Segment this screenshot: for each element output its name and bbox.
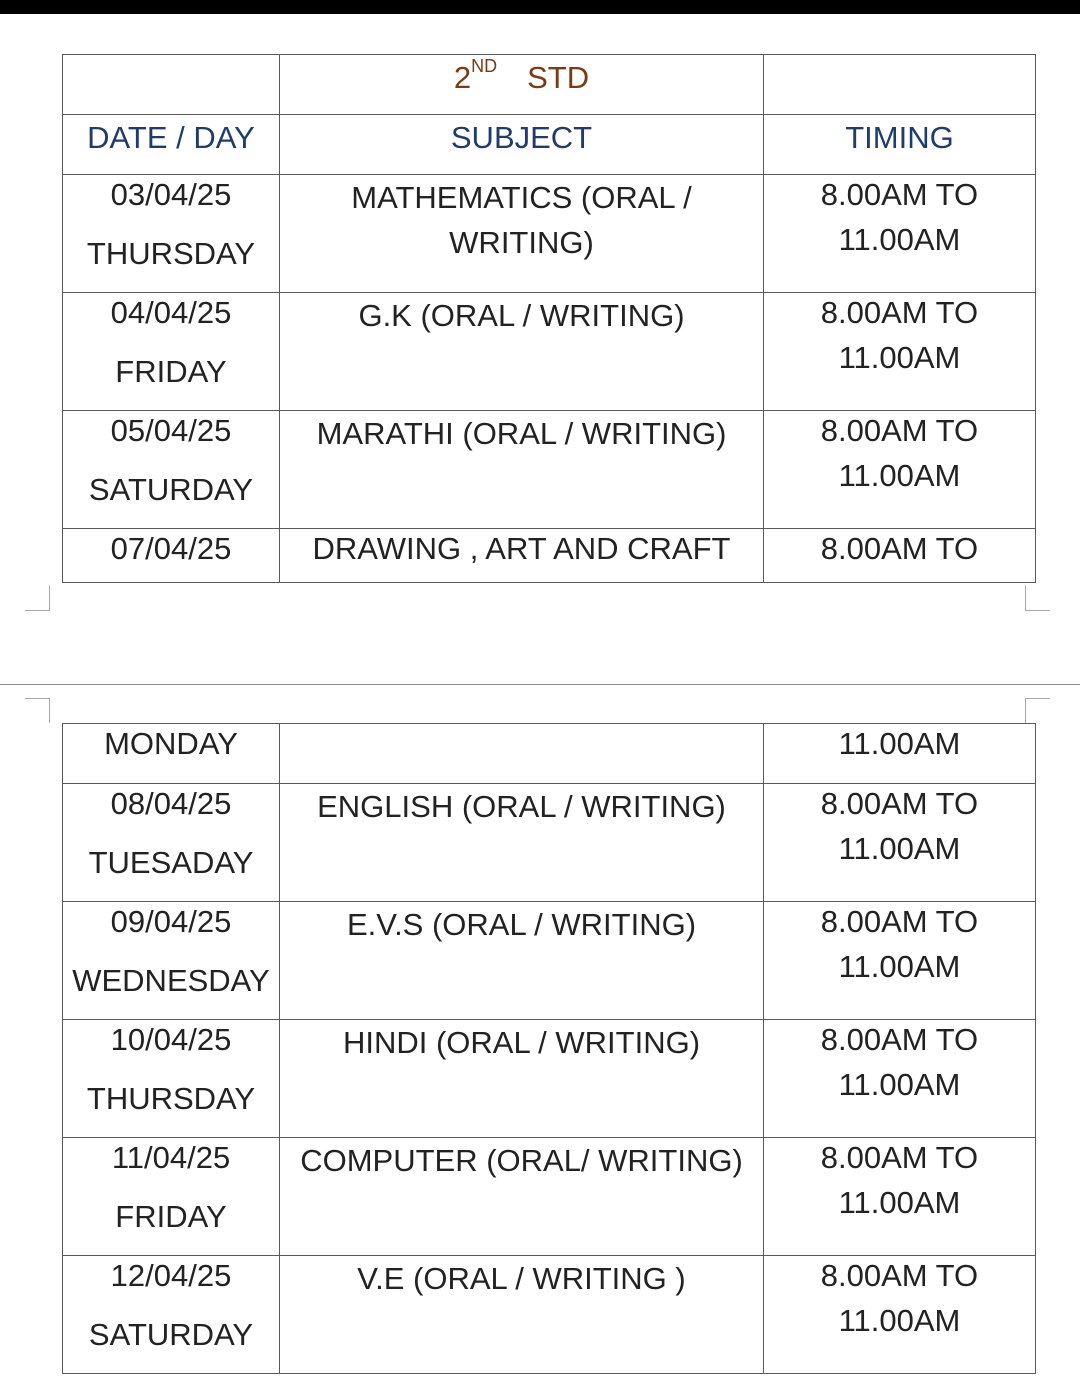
page-corner-mark: [25, 698, 50, 723]
subject: MATHEMATICS (ORAL / WRITING): [351, 180, 692, 260]
table-row: [63, 902, 1036, 1020]
date-cell: [63, 529, 280, 583]
table-row: [63, 1138, 1036, 1256]
date-cell: [63, 902, 280, 1020]
timing-cell: [764, 1020, 1036, 1138]
day: WEDNESDAY: [72, 963, 270, 998]
subject-cell: [280, 724, 764, 784]
timing-cell: [764, 902, 1036, 1020]
time-to: 11.00AM: [838, 340, 961, 375]
time-from: 8.00AM TO: [820, 1022, 979, 1057]
date-cell: [63, 411, 280, 529]
date-cell: [63, 293, 280, 411]
time-to: 11.00AM: [838, 222, 961, 257]
subject: E.V.S (ORAL / WRITING): [346, 907, 697, 942]
subject-cell: [280, 293, 764, 411]
table-row: [63, 529, 1036, 583]
title-superscript: ND: [471, 56, 498, 76]
time-to: 11.00AM: [838, 726, 961, 761]
page-corner-mark: [25, 586, 50, 611]
date: 03/04/25: [110, 177, 232, 212]
date: 12/04/25: [110, 1258, 232, 1293]
timing-cell: [764, 1138, 1036, 1256]
subject: G.K (ORAL / WRITING): [358, 298, 685, 333]
time-to: 11.00AM: [838, 831, 961, 866]
date-cell: [63, 784, 280, 902]
table-row: [63, 1256, 1036, 1374]
date: 10/04/25: [110, 1022, 232, 1057]
day: SATURDAY: [88, 472, 254, 507]
subject: HINDI (ORAL / WRITING): [342, 1025, 701, 1060]
timing-cell: [764, 1256, 1036, 1374]
date: 08/04/25: [110, 786, 232, 821]
time-from: 8.00AM TO: [820, 177, 979, 212]
date: 09/04/25: [110, 904, 232, 939]
top-bar: [0, 0, 1080, 14]
subject-cell: [280, 1256, 764, 1374]
subject: COMPUTER (ORAL/ WRITING): [300, 1143, 743, 1178]
time-from: 8.00AM TO: [820, 531, 979, 566]
timing-cell: [764, 529, 1036, 583]
header-timing: TIMING: [764, 115, 1036, 175]
subject-cell: [280, 411, 764, 529]
day: TUESADAY: [88, 845, 254, 880]
timetable-part-2: [62, 723, 1036, 1374]
table-row: [63, 175, 1036, 293]
subject-cell: [280, 902, 764, 1020]
timing-cell: [764, 175, 1036, 293]
day: THURSDAY: [86, 236, 256, 271]
time-to: 11.00AM: [838, 1303, 961, 1338]
title-row: [63, 55, 1036, 115]
timing-cell: [764, 784, 1036, 902]
date-cell: [63, 1020, 280, 1138]
date: 05/04/25: [110, 413, 232, 448]
header-date-day: DATE / DAY: [63, 115, 280, 175]
subject-cell: [280, 175, 764, 293]
date-cell: [63, 724, 280, 784]
title-empty-cell-right: [764, 55, 1036, 115]
time-from: 8.00AM TO: [820, 1140, 979, 1175]
day: SATURDAY: [88, 1317, 254, 1352]
time-to: 11.00AM: [838, 949, 961, 984]
time-from: 8.00AM TO: [820, 295, 979, 330]
page-2: [0, 688, 1080, 1398]
timetable-part-1: [62, 54, 1036, 583]
subject-cell: [280, 1138, 764, 1256]
page-corner-mark: [1025, 698, 1050, 723]
header-subject: SUBJECT: [280, 115, 764, 175]
time-to: 11.00AM: [838, 458, 961, 493]
date-cell: [63, 1256, 280, 1374]
table-row: [63, 293, 1036, 411]
subject: MARATHI (ORAL / WRITING): [316, 416, 727, 451]
date: 04/04/25: [110, 295, 232, 330]
subject-cell: [280, 1020, 764, 1138]
day: MONDAY: [104, 726, 238, 761]
table-row: [63, 1020, 1036, 1138]
time-to: 11.00AM: [838, 1185, 961, 1220]
time-from: 8.00AM TO: [820, 786, 979, 821]
date: 11/04/25: [111, 1140, 231, 1175]
day: FRIDAY: [115, 354, 227, 389]
subject-cell: [280, 529, 764, 583]
table-row: [63, 784, 1036, 902]
date-cell: [63, 175, 280, 293]
date: 07/04/25: [110, 531, 232, 566]
table-row: [63, 411, 1036, 529]
subject: ENGLISH (ORAL / WRITING): [317, 789, 726, 824]
day: FRIDAY: [115, 1199, 227, 1234]
subject: DRAWING , ART AND CRAFT: [312, 531, 731, 566]
time-from: 8.00AM TO: [820, 904, 979, 939]
title-empty-cell-left: [63, 55, 280, 115]
time-to: 11.00AM: [838, 1067, 961, 1102]
subject-cell: [280, 784, 764, 902]
class-title: 2ND STD: [280, 55, 764, 115]
timing-cell: [764, 293, 1036, 411]
day: THURSDAY: [86, 1081, 256, 1116]
time-from: 8.00AM TO: [820, 1258, 979, 1293]
title-std: STD: [527, 60, 590, 95]
time-from: 8.00AM TO: [820, 413, 979, 448]
timing-cell: [764, 724, 1036, 784]
subject: V.E (ORAL / WRITING ): [357, 1261, 686, 1296]
header-row: [63, 115, 1036, 175]
date-cell: [63, 1138, 280, 1256]
page-1: [0, 14, 1080, 684]
timing-cell: [764, 411, 1036, 529]
page-corner-mark: [1025, 586, 1050, 611]
table-row: [63, 724, 1036, 784]
